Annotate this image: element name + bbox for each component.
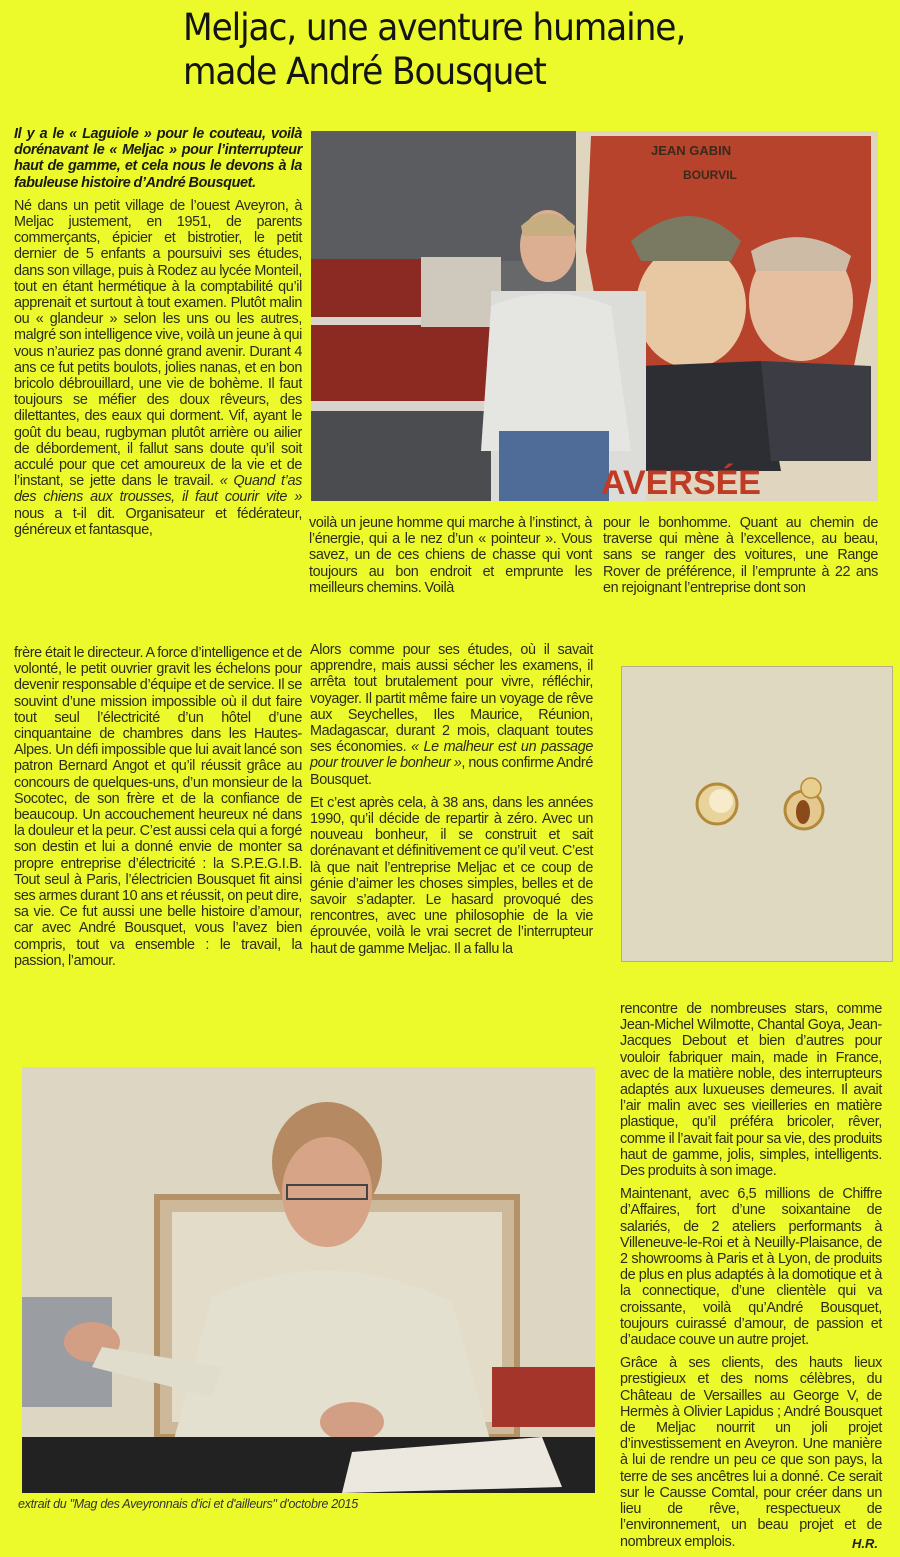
paragraph xyxy=(310,642,593,788)
column-2-top xyxy=(309,515,592,603)
paragraph: rencontre de nombreuses stars, comme Jean-Michel Wilmotte, Chantal Goya, Jean-Jacques Debout et bien d’autres pour vouloir fabriquer main, made in France, avec de la matière noble, des interrupteurs adaptés aux luxueuses demeures. Il avait l’air malin avec ses vieilleries en matière plastique, qu’il préféra bricoler, rêver, comme il l’avait fait pour sa vie, des produits haut de gamme, jolis, simples, intelligents. Des produits à son image. xyxy=(620,1001,882,1180)
title-line-1: Meljac, une aventure humaine, xyxy=(183,6,686,49)
paragraph: voilà un jeune homme qui marche à l’instinct, à l’énergie, qui a le nez d’un « pointeur ». Vous savez, un de ces chiens de chasse qui vont toujours au bon endroit et emprunte les meilleurs chemins. Voilà xyxy=(309,515,592,596)
article-title xyxy=(183,6,834,94)
paragraph: pour le bonhomme. Quant au chemin de traverse qui mène à l’excellence, au beau, sans se ranger des voitures, une Range Rover de préférence, il l’emprunte à 22 ans en rejoignant l’entreprise dont son xyxy=(603,515,878,596)
quote: « Quand t’as des chiens aux trousses, il faut courir vite » xyxy=(14,473,302,506)
paragraph-text: Alors comme pour ses études, où il savait apprendre, mais aussi sécher les examens, il arrêta tout brutalement pour vivre, réfléchir, voyager. Il partit même faire un voyage de rêve aux Seychelles, Iles Maurice, Réunion, Madagascar, durant 2 mois, claquant toutes ses économies. xyxy=(310,642,593,756)
paragraph-text: , nous confirme André Bousquet. xyxy=(310,755,593,788)
column-2-bottom xyxy=(310,642,593,964)
paragraph: frère était le directeur. A force d’intelligence et de volonté, le petit ouvrier gravit les échelons pour devenir responsable d’équipe et de service. Il se souvint d’une mission impossible où il dut faire tout seul l’électricité d’un hôtel d’une cinquantaine de chambres dans les Hautes-Alpes. Un défi impossible que lui avait lancé son patron Bernard Angot et qu’il réussit grâce au concours de quelques-uns, d’un monsieur de la Socotec, de son frère et de la confiance de beaucoup. Un accouchement heureux né dans la douleur et la peur. C’est aussi cela qui a forgé son destin et lui a donné envie de monter sa propre entreprise d’électricité : la S.P.E.G.I.B. Tout seul à Paris, l’électricien Bousquet fit ainsi ses armes durant 10 ans et réussit, on peut dire, sa vie. Ce fut aussi une belle histoire d’amour, car avec André Bousquet, vous l’avez bien compris, tout va ensemble : le travail, la passion, l’amour. xyxy=(14,645,302,969)
showroom-photo xyxy=(311,131,878,501)
switch-plate-photo xyxy=(621,666,893,962)
poster-bottom-text: AVERSÉE xyxy=(601,464,761,501)
portrait-illustration xyxy=(22,1067,595,1493)
author-signature: H.R. xyxy=(852,1536,878,1551)
paragraph: Maintenant, avec 6,5 millions de Chiffre d’Affaires, fort d’une soixantaine de salariés, de 2 ateliers performants à Villeneuve-le-Roi et à Neuilly-Plaisance, de 2 showrooms à Paris et à Lyon, de produits de plus en plus adaptés à la domotique et à la connectique, d’une clientèle qui va croissante, voilà qu’André Bousquet, toujours cuirassé d’amour, de passion et d’audace couve un autre projet. xyxy=(620,1186,882,1349)
showroom-illustration xyxy=(311,131,878,501)
column-1-bottom xyxy=(14,645,302,976)
paragraph xyxy=(14,198,302,538)
photo-caption: extrait du "Mag des Aveyronnais d'ici et d'ailleurs" d'octobre 2015 xyxy=(18,1497,358,1511)
portrait-photo xyxy=(22,1067,595,1493)
paragraph: Et c’est après cela, à 38 ans, dans les années 1990, qu’il décide de repartir à zéro. Avec un nouveau bonheur, il se construit et sait dorénavant et définitivement ce qu’il veut. C’est là que nait l’entreprise Meljac et ce coup de génie d’aimer les choses simples, belles et de savoir s’adapter. Le hasard provoqué des rencontres, avec une philosophie de la vie éprouvée, voilà le vrai secret de l’interrupteur haut de gamme Meljac. Il a fallu la xyxy=(310,794,593,957)
poster-top-text: JEAN GABIN xyxy=(651,143,732,158)
column-3-bottom xyxy=(620,1001,882,1557)
poster-top-text-2: BOURVIL xyxy=(683,168,737,182)
lead-paragraph: Il y a le « Laguiole » pour le couteau, voilà dorénavant le « Meljac » pour l’interrupteur haut de gamme, et cela nous le devons à la fabuleuse histoire d’André Bousquet. xyxy=(14,126,302,191)
paragraph: Grâce à ses clients, des hauts lieux prestigieux et des noms célèbres, du Château de Versailles au George V, de Hermès à Olivier Lapidus ; André Bousquet de Meljac nourrit un joli projet d’investissement en Aveyron. Une manière à lui de rendre un peu ce que son pays, la terre de ses ancêtres lui a donné. Ce serait sur le Causse Comtal, pour créer dans un lieu de rêve, respectueux de l’environnement, un beau projet et de nombreux emplois. xyxy=(620,1355,882,1550)
column-3-top xyxy=(603,515,878,603)
column-1-top xyxy=(14,126,302,545)
quote: « Le malheur est un passage pour trouver le bonheur » xyxy=(310,739,594,772)
switch-plate-illustration xyxy=(621,666,893,962)
paragraph-text: Né dans un petit village de l’ouest Aveyron, à Meljac justement, en 1951, de parents commerçants, épicier et bistrotier, le petit dernier de 5 enfants a poursuivi ses études, dans son village, puis à Rodez au lycée Monteil, tout en étant hermétique à la comptabilité qu’il apprenait et surtout à tout examen. Plutôt malin ou « glandeur » selon les uns ou les autres, malgré son intelligence vive, voilà un jeune à qui vous n’auriez pas donné grand avenir. Durant 4 ans ce fut petits boulots, jolies nanas, et en bon bricolo débrouillard, une vie de bohème. Il faut toujours se méfier des doux rêveurs, des dilettantes, des eaux qui dorment. Vif, ayant le goût du beau, rugbyman plutôt arrière ou ailier de débordement, il fallut sans doute qu’il soit acculé pour que cet amoureux de la vie et de l’instant, se jette dans le travail. xyxy=(14,197,302,490)
paragraph-text: nous a t-il dit. Organisateur et fédérateur, généreux et fantasque, xyxy=(14,505,302,538)
title-line-2: made André Bousquet xyxy=(183,50,546,93)
